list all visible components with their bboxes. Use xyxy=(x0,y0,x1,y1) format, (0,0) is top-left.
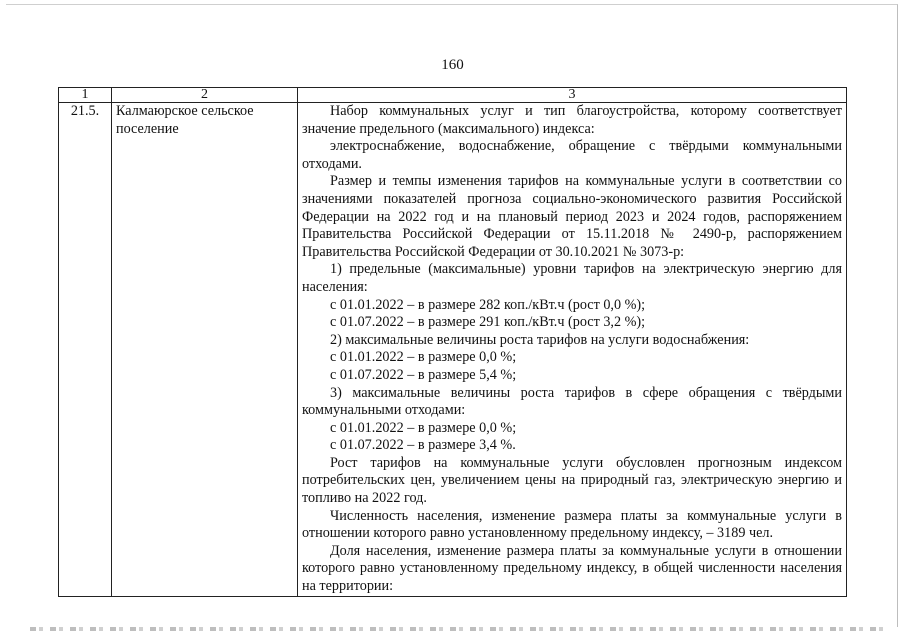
column-header: 3 xyxy=(298,88,847,103)
paragraph: Доля населения, изменение размера платы за коммунальные услуги в отношении которого равно установленному предельному индексу, в общей численности населения на территории: xyxy=(302,542,842,595)
table-row xyxy=(59,103,847,597)
paragraph: 2) максимальные величины роста тарифов на услуги водоснабжения: xyxy=(330,331,750,348)
paragraph: с 01.07.2022 – в размере 3,4 %. xyxy=(330,437,516,454)
paragraph: с 01.01.2022 – в размере 282 коп./кВт.ч (рост 0,0 %); xyxy=(330,296,646,313)
paragraph: электроснабжение, водоснабжение, обращение с твёрдыми коммунальными отходами. xyxy=(302,138,842,172)
paragraph: с 01.01.2022 – в размере 0,0 %; xyxy=(330,419,517,436)
scan-artifact xyxy=(30,627,890,631)
paragraph: 3) максимальные величины роста тарифов в сфере обращения с твёрдыми коммунальными отходами: xyxy=(302,384,842,419)
column-header: 1 xyxy=(59,88,112,103)
paragraph: Численность населения, изменение размера платы за коммунальные услуги в отношении которого равно установленному предельному индексу, – 3189 чел. xyxy=(302,507,842,542)
paragraph: 1) предельные (максимальные) уровни тарифов на электрическую энергию для населения: xyxy=(302,261,842,295)
tariff-table xyxy=(58,87,847,597)
paragraph: Набор коммунальных услуг и тип благоустройства, которому соответствует значение предельного (максимального) индекса: xyxy=(302,103,842,137)
paragraph: с 01.07.2022 – в размере 5,4 %; xyxy=(330,366,517,383)
paragraph: Размер и темпы изменения тарифов на коммунальные услуги в соответствии со значениями показателей прогноза социально-экономического развития Российской Федерации на 2022 год и на плановый период 2023 и 2024 годов, распоряжением Правительства Российской Федерации от 15.11.2018 № 2490-р, распоряжением Правительства Российской Федерации от 30.10.2021 № 3073-р: xyxy=(302,173,842,260)
paragraph: с 01.07.2022 – в размере 291 коп./кВт.ч (рост 3,2 %); xyxy=(330,314,646,331)
table-header-row xyxy=(59,88,847,103)
description-cell xyxy=(298,103,847,597)
row-number: 21.5. xyxy=(59,103,112,597)
settlement-name: Калмаюрское сельское поселение xyxy=(112,103,298,597)
page-number: 160 xyxy=(441,57,464,73)
paragraph: Рост тарифов на коммунальные услуги обусловлен прогнозным индексом потребительских цен, увеличением цены на природный газ, электрическую энергию и топливо на 2022 год. xyxy=(302,454,842,507)
column-header: 2 xyxy=(112,88,298,103)
paragraph: с 01.01.2022 – в размере 0,0 %; xyxy=(330,349,517,366)
